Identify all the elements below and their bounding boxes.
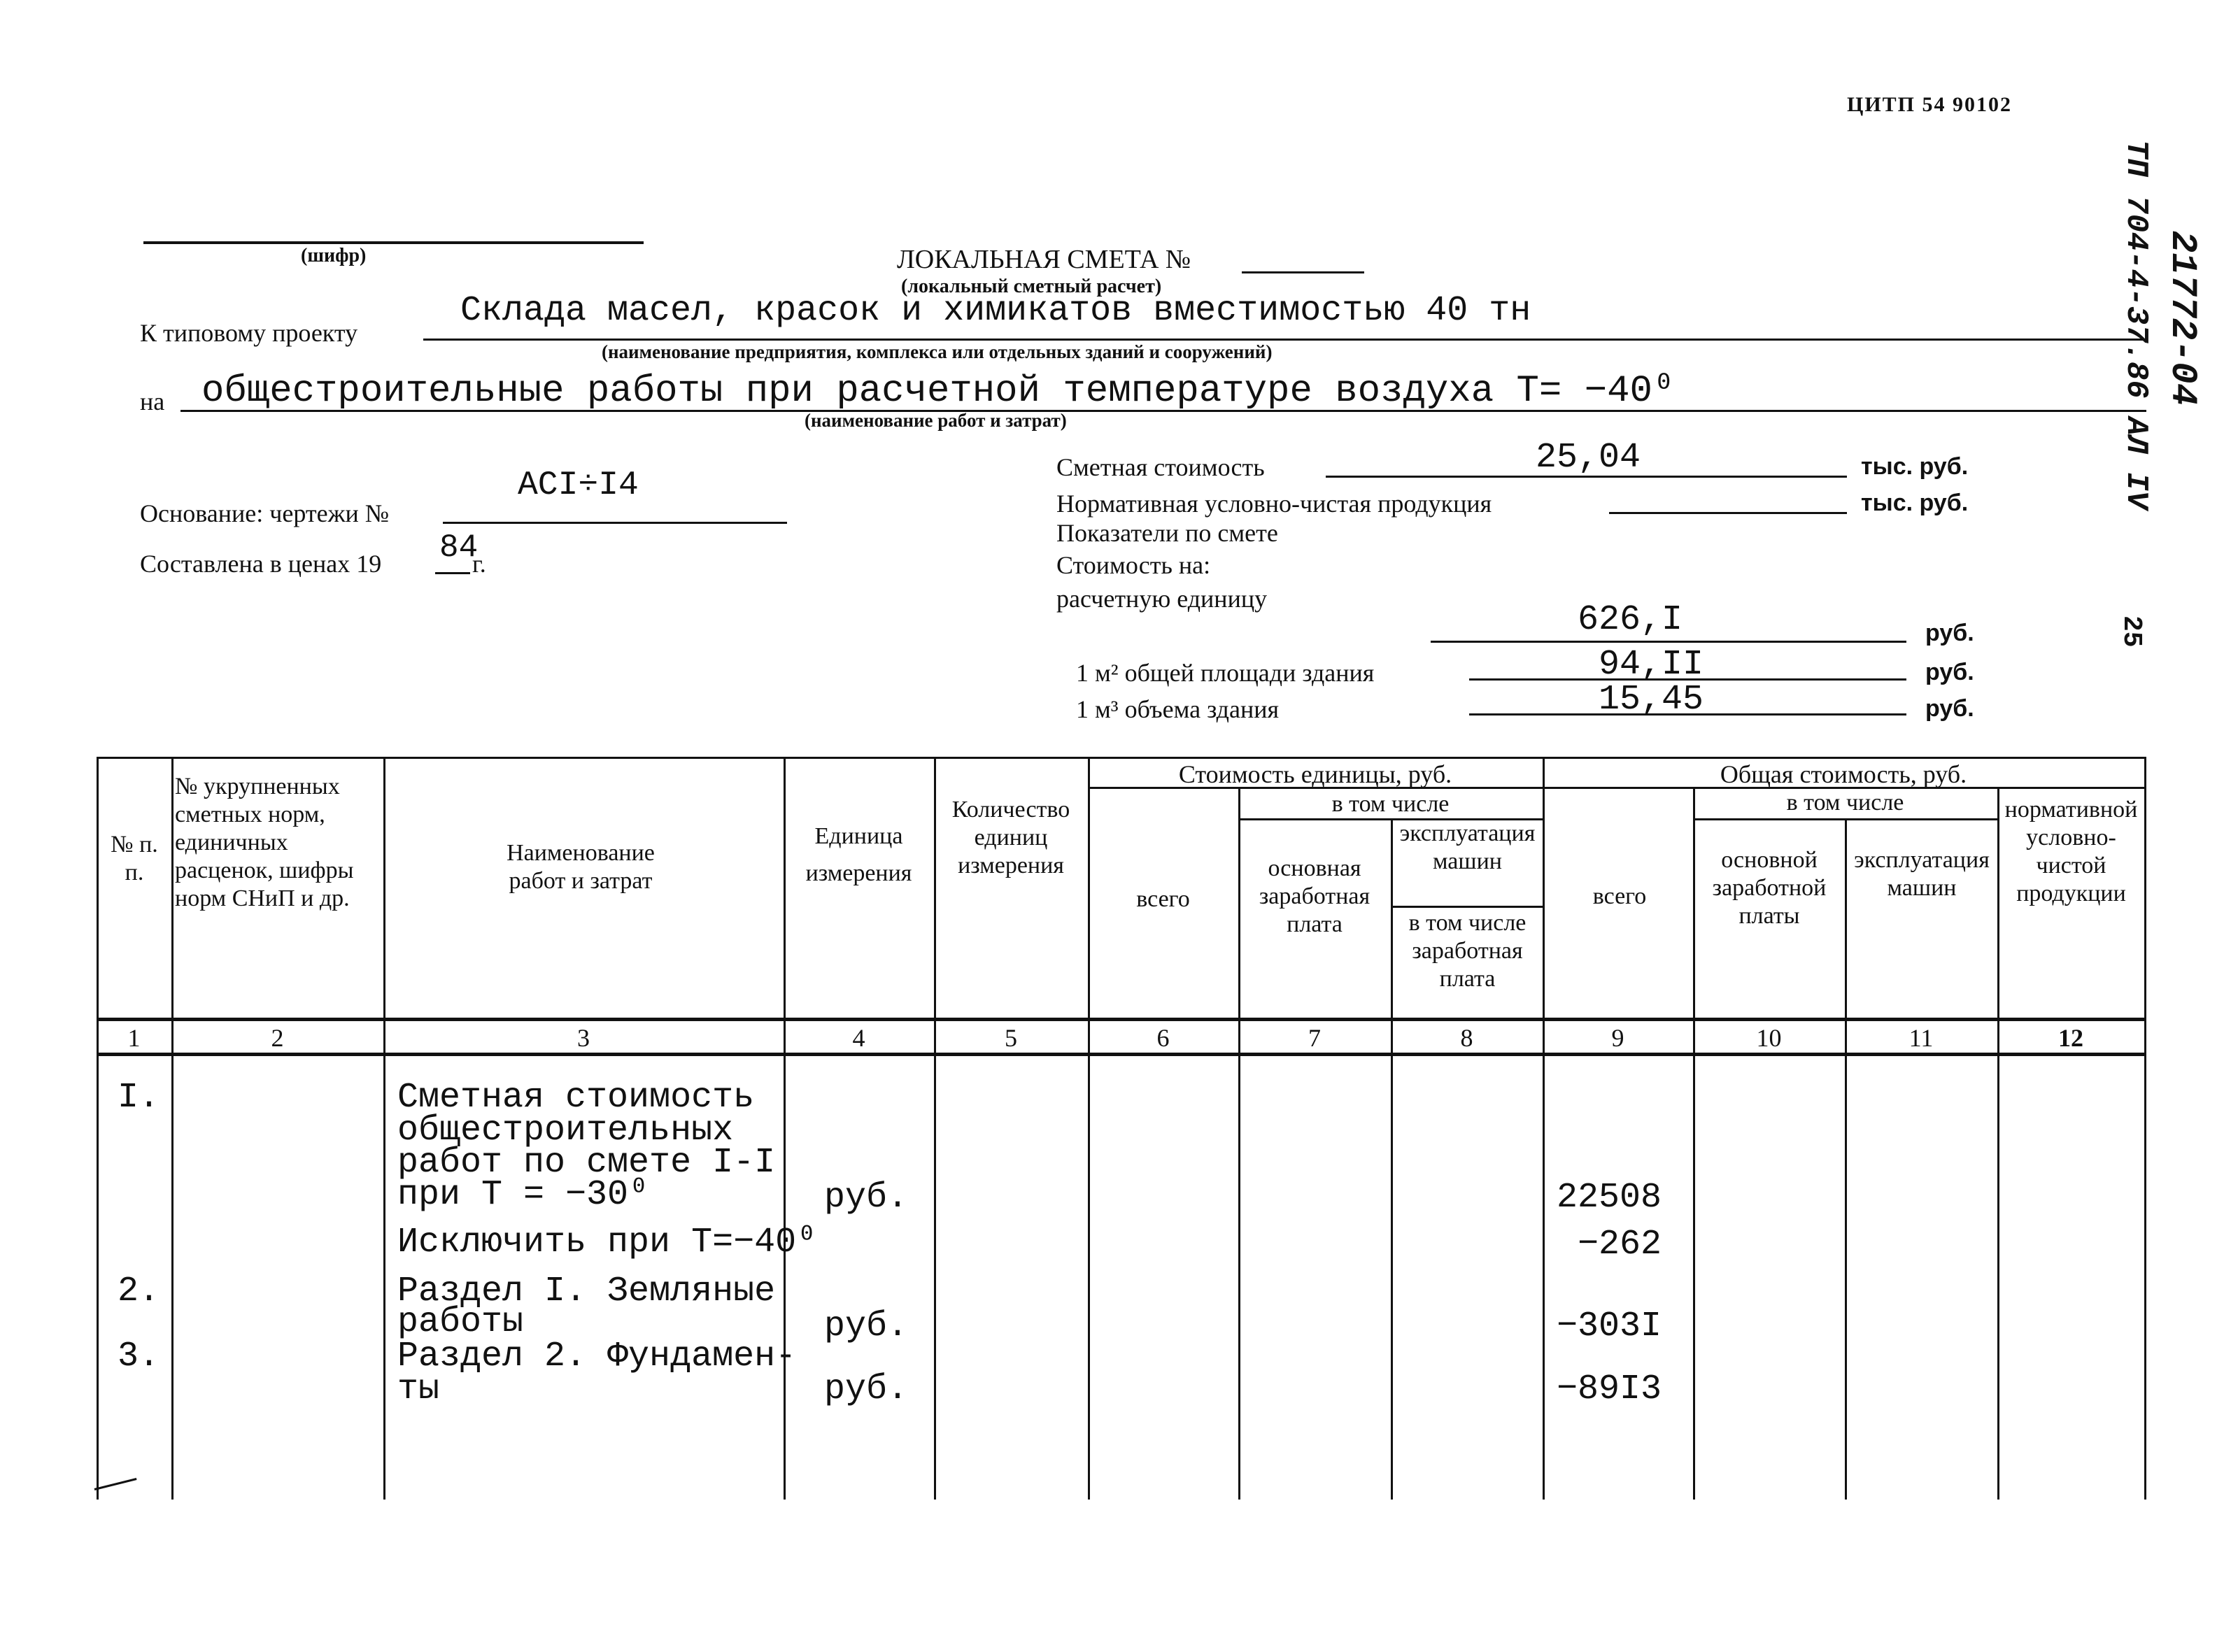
unit-cost-label: расчетную единицу (1056, 585, 1268, 613)
volume-value: 15,45 (1599, 680, 1704, 720)
header-incl-1: в том числе (1331, 791, 1450, 817)
header-col-5: Количество единиц измерения (951, 797, 1070, 879)
normative-unit: тыс. руб. (1861, 490, 1969, 516)
pen-mark (94, 1478, 137, 1490)
project-name: Склада масел, красок и химикатов вместимостью 40 тн (460, 291, 1531, 331)
header-col-10: основной заработной платы (1712, 847, 1827, 930)
row-1-text-4: при Т = −30⁰ (397, 1175, 650, 1215)
col-number-12: 12 (2058, 1024, 2083, 1052)
header-incl-2: в том числе (1786, 790, 1904, 816)
prices-year: 84 (439, 529, 479, 566)
row-4-text-1: Раздел 2. Фундамен- (397, 1337, 797, 1376)
header-col-4: Единица измерения (805, 823, 912, 886)
header-col-11: эксплуатация машин (1854, 847, 1990, 902)
header-col-7: основная заработная плата (1259, 855, 1371, 938)
row-3-number: 2. (118, 1272, 160, 1311)
col-number-8: 8 (1460, 1024, 1473, 1052)
header-unit-cost-group: Стоимость единицы, руб. (1178, 760, 1452, 788)
basis-value: АСI÷I4 (518, 467, 639, 504)
estimated-cost-value: 25,04 (1536, 438, 1641, 478)
header-total-group: Общая стоимость, руб. (1720, 760, 1967, 788)
unit-cost-value: 626,I (1578, 600, 1683, 640)
col8-split-line (1391, 906, 1543, 908)
row-3-text-2: работы (397, 1302, 524, 1342)
header-col-3: Наименование работ и затрат (507, 840, 655, 895)
area-label: 1 м² общей площади здания (1076, 659, 1375, 687)
cipher-line (143, 241, 644, 244)
volume-label: 1 м³ объема здания (1076, 695, 1280, 723)
header-col-2: № укрупненных сметных норм, единичных расценок, шифры норм СНиП и др. (175, 774, 354, 912)
estimated-cost-label: Сметная стоимость (1056, 453, 1265, 481)
normative-label: Нормативная условно-чистая продукция (1056, 490, 1492, 518)
works-name: общестроительные работы при расчетной температуре воздуха Т= −40⁰ (201, 370, 1676, 413)
row-4-text-2: ты (397, 1369, 440, 1409)
estimated-cost-line (1326, 476, 1847, 478)
row-1-total: 22508 (1557, 1178, 1662, 1218)
project-line (423, 339, 2144, 341)
row-1-text-1: Сметная стоимость (397, 1078, 755, 1118)
row-2-total: −262 (1578, 1225, 1662, 1265)
col-number-4: 4 (852, 1024, 865, 1052)
area-value: 94,II (1599, 645, 1704, 685)
margin-project-code: ТП 704-4-37.86 АЛ IV (2118, 140, 2153, 510)
estimate-number-line (1242, 271, 1364, 273)
basis-label: Основание: чертежи № (140, 499, 390, 527)
col-border-5 (1088, 757, 1090, 1500)
normative-line (1609, 512, 1847, 514)
margin-registration-number: 21772-04 (2162, 231, 2203, 406)
col-border-12 (2144, 757, 2146, 1500)
col-border-1 (171, 757, 173, 1500)
row-4-total: −89I3 (1557, 1369, 1662, 1409)
header-col-8-top: эксплуатация машин (1399, 820, 1536, 875)
unit-cost-currency: руб. (1925, 620, 1974, 646)
document-code: ЦИТП 54 90102 (1847, 93, 2013, 116)
row-3-total: −303I (1557, 1306, 1662, 1346)
works-caption: (наименование работ и затрат) (805, 410, 1067, 431)
col-border-8 (1543, 757, 1545, 1500)
header-col-6: всего (1136, 886, 1190, 912)
works-line (180, 410, 2146, 412)
col-border-4 (934, 757, 936, 1500)
numbers-bottom-line (97, 1053, 2144, 1056)
row-1-number: I. (118, 1078, 160, 1118)
estimate-subtitle: (локальный сметный расчет) (901, 276, 1162, 297)
works-on-label: на (140, 387, 165, 415)
row-2-text-1: Исключить при Т=−40⁰ (397, 1223, 818, 1262)
row-3-text-1: Раздел I. Земляные (397, 1272, 776, 1311)
cost-per-label: Стоимость на: (1056, 551, 1211, 579)
prices-label: Составлена в ценах 19 (140, 550, 382, 578)
prices-year-line (435, 572, 470, 574)
volume-currency: руб. (1925, 695, 1974, 722)
col-number-1: 1 (127, 1024, 141, 1052)
col-border-3 (784, 757, 786, 1500)
row-1-unit: руб. (824, 1178, 909, 1218)
row-4-number: 3. (118, 1337, 160, 1376)
header-col-1: № п. п. (111, 832, 158, 886)
col-number-6: 6 (1156, 1024, 1170, 1052)
indicators-label: Показатели по смете (1056, 519, 1278, 547)
basis-line (443, 522, 787, 524)
col-border-10 (1845, 818, 1847, 1500)
numbers-top-line (97, 1018, 2144, 1021)
project-label: К типовому проекту (140, 319, 358, 347)
col-number-7: 7 (1308, 1024, 1321, 1052)
row-1-text-3: работ по смете I-I (397, 1143, 776, 1183)
header-col-9: всего (1592, 883, 1647, 909)
cipher-label: (шифр) (301, 245, 367, 266)
volume-line (1469, 713, 1906, 715)
page-number: 25 (2116, 615, 2146, 648)
header-col-12: нормативной условночистой продукции (2004, 797, 2138, 907)
header-col-8-bottom: в том числе заработная плата (1408, 910, 1527, 992)
col-number-9: 9 (1611, 1024, 1624, 1052)
row-4-unit: руб. (824, 1369, 909, 1409)
estimate-title: ЛОКАЛЬНАЯ СМЕТА № (897, 245, 1191, 274)
unit-cost-line (1431, 641, 1906, 643)
col-number-2: 2 (271, 1024, 284, 1052)
col-border-2 (383, 757, 385, 1500)
col-border-0 (97, 757, 99, 1500)
estimated-cost-unit: тыс. руб. (1861, 453, 1969, 480)
table-top-line (97, 757, 2144, 759)
col-number-5: 5 (1005, 1024, 1017, 1052)
project-caption: (наименование предприятия, комплекса или отдельных зданий и сооружений) (602, 341, 1273, 362)
col-number-10: 10 (1756, 1024, 1782, 1052)
prices-suffix: г. (472, 550, 486, 578)
row-3-unit: руб. (824, 1306, 909, 1346)
area-currency: руб. (1925, 659, 1974, 685)
row-1-text-2: общестроительных (397, 1111, 734, 1151)
col-number-3: 3 (577, 1024, 590, 1052)
col-number-11: 11 (1908, 1024, 1934, 1052)
